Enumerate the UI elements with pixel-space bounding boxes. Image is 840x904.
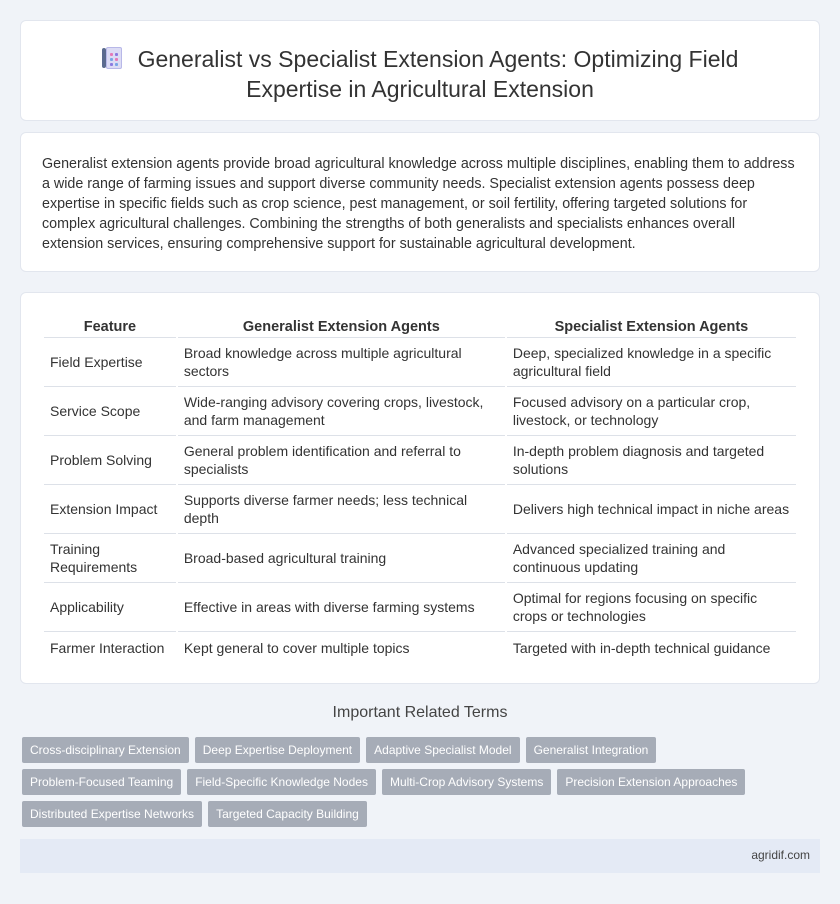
row-generalist: Kept general to cover multiple topics bbox=[183, 640, 410, 656]
row-generalist: Broad-based agricultural training bbox=[178, 534, 505, 583]
table-header-row bbox=[44, 316, 796, 338]
row-feature: Farmer Interaction bbox=[50, 640, 165, 656]
table-row bbox=[44, 632, 796, 664]
title-line-1 bbox=[21, 44, 819, 74]
row-generalist: Broad knowledge across multiple agricultural sectors bbox=[178, 338, 505, 387]
comparison-table bbox=[42, 316, 798, 664]
row-generalist: Effective in areas with diverse farming systems bbox=[178, 583, 505, 632]
header-feature: Feature bbox=[44, 316, 176, 338]
intro-paragraph: Generalist extension agents provide broad agricultural knowledge across multiple disciplines, enabling them to address a wide range of farming issues and support diverse community needs. Specialist extension agents possess deep expertise in specific fields such as crop science, pest management, or soil fertility, offering targeted solutions for complex agricultural challenges. Combining the strengths of both generalists and specialists enhances overall extension services, ensuring comprehensive support for sustainable agricultural development. bbox=[42, 156, 795, 252]
row-specialist: Focused advisory on a particular crop, livestock, or technology bbox=[507, 387, 796, 436]
related-term-tag[interactable]: Targeted Capacity Building bbox=[208, 801, 367, 827]
table-row bbox=[44, 485, 796, 534]
table-row bbox=[44, 534, 796, 583]
row-specialist: In-depth problem diagnosis and targeted solutions bbox=[507, 436, 796, 485]
related-term-tag[interactable]: Generalist Integration bbox=[526, 737, 657, 763]
title-text-1: Generalist vs Specialist Extension Agents: Optimizing Field bbox=[137, 46, 739, 72]
row-feature: Service Scope bbox=[44, 387, 176, 436]
related-term-tag[interactable]: Field-Specific Knowledge Nodes bbox=[187, 769, 376, 795]
header-specialist: Specialist Extension Agents bbox=[507, 316, 796, 338]
page-title bbox=[21, 44, 819, 104]
row-generalist: Supports diverse farmer needs; less technical depth bbox=[178, 485, 505, 534]
comparison-table-card bbox=[20, 292, 820, 684]
row-specialist: Deep, specialized knowledge in a specific agricultural field bbox=[507, 338, 796, 387]
row-feature: Training Requirements bbox=[44, 534, 176, 583]
row-specialist: Delivers high technical impact in niche areas bbox=[507, 485, 796, 534]
intro-card bbox=[20, 132, 820, 272]
related-term-tag[interactable]: Distributed Expertise Networks bbox=[22, 801, 202, 827]
table-row bbox=[44, 387, 796, 436]
related-term-tag[interactable]: Problem-Focused Teaming bbox=[22, 769, 181, 795]
row-feature: Problem Solving bbox=[44, 436, 176, 485]
table-row bbox=[44, 436, 796, 485]
table-row bbox=[44, 583, 796, 632]
row-specialist: Optimal for regions focusing on specific crops or technologies bbox=[507, 583, 796, 632]
related-term-tag[interactable]: Deep Expertise Deployment bbox=[195, 737, 360, 763]
row-feature: Applicability bbox=[44, 583, 176, 632]
related-terms-list bbox=[22, 737, 822, 833]
row-feature: Extension Impact bbox=[44, 485, 176, 534]
row-specialist: Targeted with in-depth technical guidance bbox=[512, 640, 771, 656]
related-terms-heading: Important Related Terms bbox=[332, 704, 508, 721]
related-term-tag[interactable]: Cross-disciplinary Extension bbox=[22, 737, 189, 763]
footer-bar bbox=[20, 839, 820, 873]
calendar-icon bbox=[102, 47, 122, 69]
footer-site-link[interactable]: agridif.com bbox=[751, 848, 810, 862]
header-card bbox=[20, 20, 820, 121]
table-row bbox=[44, 338, 796, 387]
title-line-2: Expertise in Agricultural Extension bbox=[246, 76, 594, 102]
related-term-tag[interactable]: Multi-Crop Advisory Systems bbox=[382, 769, 551, 795]
row-generalist: General problem identification and referral to specialists bbox=[178, 436, 505, 485]
header-generalist: Generalist Extension Agents bbox=[178, 316, 505, 338]
row-specialist: Advanced specialized training and continuous updating bbox=[507, 534, 796, 583]
row-feature: Field Expertise bbox=[44, 338, 176, 387]
related-term-tag[interactable]: Adaptive Specialist Model bbox=[366, 737, 519, 763]
row-generalist: Wide-ranging advisory covering crops, livestock, and farm management bbox=[178, 387, 505, 436]
related-term-tag[interactable]: Precision Extension Approaches bbox=[557, 769, 745, 795]
